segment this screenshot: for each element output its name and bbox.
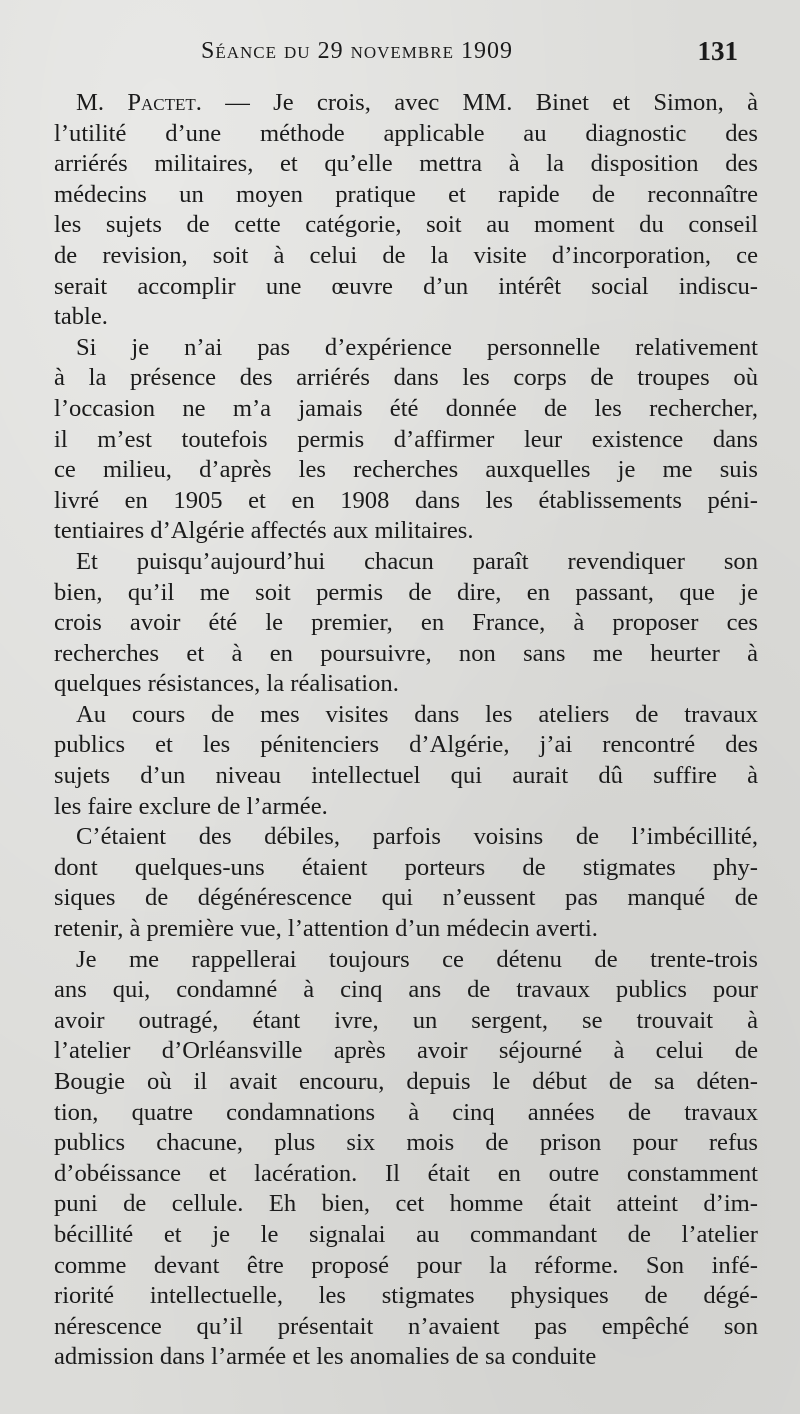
text-line: quelques résistances, la réalisation. (54, 670, 399, 698)
text-line: Je me rappellerai toujours ce détenu de trente-trois (76, 945, 758, 973)
text-line: retenir, à première vue, l’attention d’un médecin averti. (54, 915, 598, 943)
text-line: C’étaient des débiles, parfois voisins de l’imbécillité, (76, 823, 758, 851)
text-line: ans qui, condamné à cinq ans de travaux publics pour (54, 976, 758, 1004)
speaker-name: M. Pactet. (76, 89, 202, 116)
text-line: Au cours de mes visites dans les ateliers de travaux (76, 700, 758, 728)
page-header (54, 36, 738, 72)
text-line: médecins un moyen pratique et rapide de reconnaître (54, 180, 758, 208)
text-line: siques de dégénérescence qui n’eussent pas manqué de (54, 884, 758, 912)
text-line: admission dans l’armée et les anomalies de sa conduite (54, 1343, 597, 1371)
paragraph-experience (54, 333, 758, 547)
text-line: arriérés militaires, et qu’elle mettra à la disposition des (54, 150, 758, 178)
text-line: publics et les pénitenciers d’Algérie, j’ai rencontré des (54, 731, 758, 759)
text-line: tentiaires d’Algérie affectés aux militaires. (54, 517, 474, 545)
text-line: puni de cellule. Eh bien, cet homme était atteint d’im- (54, 1190, 758, 1218)
text-line: publics chacune, plus six mois de prison pour refus (54, 1129, 758, 1157)
text-line: de revision, soit à celui de la visite d’incorporation, ce (54, 241, 758, 269)
text-line (54, 88, 758, 119)
text-line: crois avoir été le premier, en France, à proposer ces (54, 609, 758, 637)
text-line: les sujets de cette catégorie, soit au moment du conseil (54, 211, 758, 239)
paragraph-visites (54, 700, 758, 822)
text-line: table. (54, 303, 108, 331)
text-line: les faire exclure de l’armée. (54, 792, 328, 820)
page-number: 131 (697, 36, 738, 66)
text-line: dont quelques-uns étaient porteurs de stigmates phy- (54, 853, 758, 881)
text-line: à la présence des arriérés dans les corps de troupes où (54, 364, 758, 392)
paragraph-premier (54, 547, 758, 700)
running-title: Séance du 29 novembre 1909 (201, 38, 513, 64)
text-line: recherches et à en poursuivre, non sans me heurter à (54, 639, 758, 667)
text-line: bécillité et je le signalai au commandant de l’atelier (54, 1220, 758, 1248)
speaker-line-text: — Je crois, avec MM. Binet et Simon, à (201, 89, 758, 116)
paragraph-debiles (54, 822, 758, 944)
text-line: ce milieu, d’après les recherches auxquelles je me suis (54, 456, 758, 484)
text-line: il m’est toutefois permis d’affirmer leur existence dans (54, 425, 758, 453)
text-line: Si je n’ai pas d’expérience personnelle relativement (76, 333, 758, 361)
text-line: avoir outragé, étant ivre, un sergent, se trouvait à (54, 1006, 758, 1034)
text-line: comme devant être proposé pour la réforme. Son infé- (54, 1251, 758, 1279)
text-line: d’obéissance et lacération. Il était en outre constamment (54, 1159, 758, 1187)
text-line: l’occasion ne m’a jamais été donnée de les rechercher, (54, 394, 758, 422)
text-line: serait accomplir une œuvre d’un intérêt social indiscu- (54, 272, 758, 300)
text-line: tion, quatre condamnations à cinq années de travaux (54, 1098, 758, 1126)
text-line: livré en 1905 et en 1908 dans les établissements péni- (54, 486, 758, 514)
text-line: sujets d’un niveau intellectuel qui aurait dû suffire à (54, 762, 758, 790)
text-line: nérescence qu’il présentait n’avaient pas empêché son (54, 1312, 758, 1340)
text-line: l’utilité d’une méthode applicable au diagnostic des (54, 119, 758, 147)
text-line: bien, qu’il me soit permis de dire, en passant, que je (54, 578, 758, 606)
paragraph-pactet (54, 88, 758, 333)
text-line: Et puisqu’aujourd’hui chacun paraît revendiquer son (76, 547, 758, 575)
paragraph-detenu (54, 945, 758, 1373)
text-line: l’atelier d’Orléansville après avoir séjourné à celui de (54, 1037, 758, 1065)
text-line: riorité intellectuelle, les stigmates physiques de dégé- (54, 1282, 758, 1310)
text-line: Bougie où il avait encouru, depuis le début de sa déten- (54, 1068, 758, 1095)
body-text (54, 88, 758, 1373)
